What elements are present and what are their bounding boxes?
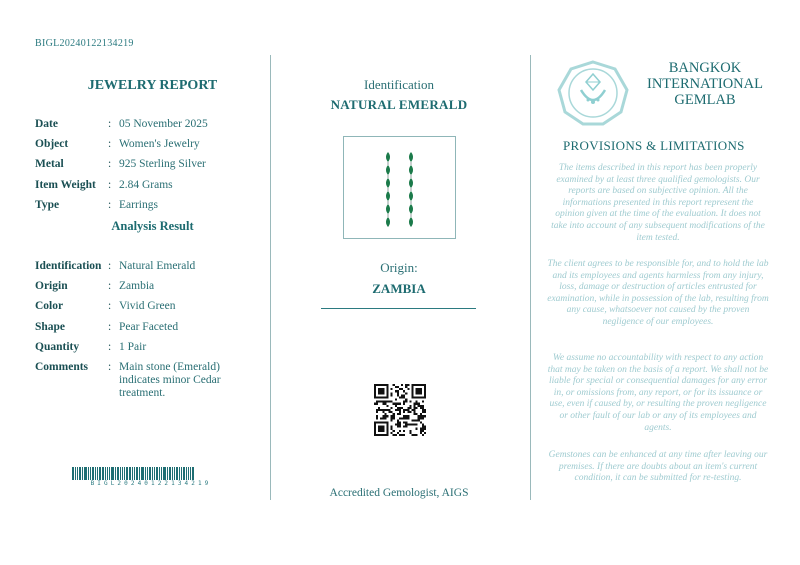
- emerald-stone: [409, 191, 413, 201]
- analysis-value: Vivid Green: [119, 300, 176, 313]
- lab-name-line: BANGKOK: [668, 60, 742, 76]
- analysis-label: Shape: [35, 320, 66, 333]
- barcode-bar: [132, 467, 133, 480]
- barcode-bar: [79, 467, 81, 480]
- barcode-bar: [167, 467, 168, 480]
- analysis-row-color: [35, 300, 260, 320]
- barcode-bar: [115, 467, 116, 480]
- barcode-bar: [134, 467, 135, 480]
- analysis-result-heading: Analysis Result: [111, 219, 194, 233]
- origin-label: Origin:: [380, 260, 418, 275]
- barcode-bar: [111, 467, 114, 480]
- detail-label: Date: [35, 118, 58, 130]
- barcode-bar: [120, 467, 121, 480]
- emerald-stone: [409, 217, 413, 227]
- barcode-bar: [169, 467, 171, 480]
- barcode-bar: [90, 467, 91, 480]
- emerald-stone: [386, 178, 390, 188]
- barcode-bar: [147, 467, 148, 480]
- barcode-bar: [139, 467, 140, 480]
- barcode-bar: [124, 467, 125, 480]
- detail-colon: :: [108, 138, 112, 151]
- gemlab-logo: [557, 60, 629, 126]
- barcode-bar: [174, 467, 175, 480]
- barcode-bar: [99, 467, 101, 480]
- emerald-stone: [386, 191, 390, 201]
- barcode-bar: [92, 467, 94, 480]
- detail-row-date: [35, 118, 260, 138]
- column-divider-right: [530, 55, 531, 500]
- barcode-bar: [156, 467, 158, 480]
- provisions-heading: PROVISIONS & LIMITATIONS: [563, 138, 745, 153]
- barcode-bar: [126, 467, 128, 480]
- barcode-bar: [97, 467, 98, 480]
- analysis-list: [35, 260, 260, 401]
- barcode-bar: [82, 467, 83, 480]
- analysis-colon: :: [108, 360, 112, 373]
- provision-paragraph: The items described in this report has been properly examined by at least three qualified gemologists. Our reports are based on subjective opinion. All the informations presented in this report represent the opinion given at the time of the evaluation. It does not take into account of any subsequent modifications of the item tested.: [551, 163, 765, 243]
- analysis-value: Main stone (Emerald) indicates minor Cedar treatment.: [119, 360, 221, 399]
- analysis-row-comments: [35, 361, 260, 401]
- emerald-stone: [409, 204, 413, 214]
- earring-left: [386, 152, 390, 227]
- barcode-bar: [75, 467, 76, 480]
- barcode-bar: [152, 467, 153, 480]
- analysis-value: Pear Faceted: [119, 320, 179, 333]
- barcode-bar: [159, 467, 160, 480]
- emerald-stone: [386, 217, 390, 227]
- detail-label: Type: [35, 198, 60, 211]
- barcode-bar: [179, 467, 180, 480]
- analysis-label: Origin: [35, 280, 68, 293]
- detail-row-item-weight: [35, 179, 260, 199]
- barcode-bar: [163, 467, 166, 480]
- detail-colon: :: [108, 198, 112, 211]
- barcode-bar: [129, 467, 131, 480]
- emerald-stone: [409, 152, 413, 162]
- emerald-stone: [386, 165, 390, 175]
- barcode-bar: [141, 467, 144, 480]
- barcode-bar: [122, 467, 123, 480]
- analysis-colon: :: [108, 300, 112, 313]
- details-list: [35, 118, 260, 219]
- barcode-bar: [117, 467, 119, 480]
- barcode-bar: [84, 467, 87, 480]
- analysis-colon: :: [108, 260, 112, 272]
- provision-paragraph: The client agrees to be responsible for, and to hold the lab and its employees and agents harmless from any injury, loss, damage or destruction of articles entrusted for examination, while in possession of the lab, resulting from any cause, whatsoever not caused by the proven negligence of our employees.: [547, 259, 769, 327]
- detail-row-object: [35, 138, 260, 158]
- barcode-bar: [149, 467, 151, 480]
- barcode-bar: [154, 467, 155, 480]
- emerald-stone: [409, 178, 413, 188]
- barcode-number: BIGL20240122134219: [90, 480, 212, 487]
- analysis-value: Zambia: [119, 280, 155, 293]
- detail-colon: :: [108, 118, 112, 130]
- lab-name-line: INTERNATIONAL: [647, 76, 763, 92]
- emerald-stone: [386, 152, 390, 162]
- provision-paragraph: Gemstones can be enhanced at any time after leaving our premises. If there are doubts about an item's current condition, it can be submitted for re-testing.: [548, 450, 768, 484]
- detail-row-metal: [35, 158, 260, 178]
- barcode-bar: [136, 467, 138, 480]
- barcode-bar: [183, 467, 185, 480]
- emerald-stone: [409, 165, 413, 175]
- detail-label: Metal: [35, 158, 64, 171]
- analysis-value: 1 Pair: [119, 340, 147, 353]
- analysis-row-identification: [35, 260, 260, 280]
- barcode-bar: [77, 467, 78, 480]
- accreditation-text: Accredited Gemologist, AIGS: [329, 487, 469, 499]
- detail-colon: :: [108, 178, 112, 191]
- analysis-row-shape: [35, 321, 260, 341]
- barcode-bar: [105, 467, 106, 480]
- column-divider-left: [270, 55, 271, 500]
- barcode-bar: [181, 467, 182, 480]
- analysis-colon: :: [108, 280, 112, 293]
- detail-colon: :: [108, 158, 112, 171]
- item-photo: [343, 136, 456, 239]
- origin-divider: [321, 308, 476, 309]
- detail-value: Women's Jewelry: [119, 138, 200, 151]
- analysis-colon: :: [108, 340, 112, 353]
- barcode-bar: [109, 467, 110, 480]
- barcode-bar: [188, 467, 189, 480]
- detail-value: 05 November 2025: [119, 118, 208, 130]
- detail-label: Item Weight: [35, 178, 96, 191]
- qr-code[interactable]: [374, 384, 426, 436]
- detail-label: Object: [35, 138, 69, 151]
- barcode-bar: [72, 467, 74, 480]
- lab-name-line: GEMLAB: [674, 92, 736, 108]
- detail-value: Earrings: [119, 198, 158, 211]
- lab-name: [640, 60, 770, 108]
- provision-paragraph: We assume no accountability with respect to any action that may be taken on the basis of a report. We shall not be liable for special or consequential damages for any error in, or omissions from, any report, or for its issuance or use, even if caused by, or resulting the proven negligence or other fault of our lab or any of its employees and agents.: [547, 353, 769, 433]
- analysis-row-origin: [35, 280, 260, 300]
- barcode-bar: [186, 467, 187, 480]
- barcode-bar: [95, 467, 96, 480]
- analysis-label: Comments: [35, 360, 89, 373]
- analysis-label: Quantity: [35, 340, 80, 353]
- barcode-bar: [176, 467, 178, 480]
- report-code: BIGL20240122134219: [35, 38, 134, 49]
- analysis-row-quantity: [35, 341, 260, 361]
- report-title: JEWELRY REPORT: [87, 78, 218, 93]
- analysis-label: Color: [35, 300, 64, 313]
- analysis-colon: :: [108, 320, 112, 333]
- detail-value: 2.84 Grams: [119, 178, 173, 191]
- earring-right: [409, 152, 413, 227]
- identification-value: NATURAL EMERALD: [330, 97, 468, 112]
- barcode-bar: [172, 467, 173, 480]
- barcode-bar: [107, 467, 108, 480]
- barcode-bar: [88, 467, 89, 480]
- identification-label: Identification: [363, 77, 435, 92]
- origin-value: ZAMBIA: [372, 281, 426, 296]
- analysis-label: Identification: [35, 260, 102, 272]
- analysis-value: Natural Emerald: [119, 260, 196, 272]
- barcode-bar: [145, 467, 146, 480]
- barcode-bar: [190, 467, 191, 480]
- barcode-bar: [102, 467, 104, 480]
- emerald-stone: [386, 204, 390, 214]
- barcode: [72, 467, 230, 480]
- emerald-earrings-image: [344, 137, 457, 240]
- barcode-bar: [192, 467, 194, 480]
- detail-value: 925 Sterling Silver: [119, 158, 206, 171]
- detail-row-type: [35, 199, 260, 219]
- barcode-bar: [161, 467, 162, 480]
